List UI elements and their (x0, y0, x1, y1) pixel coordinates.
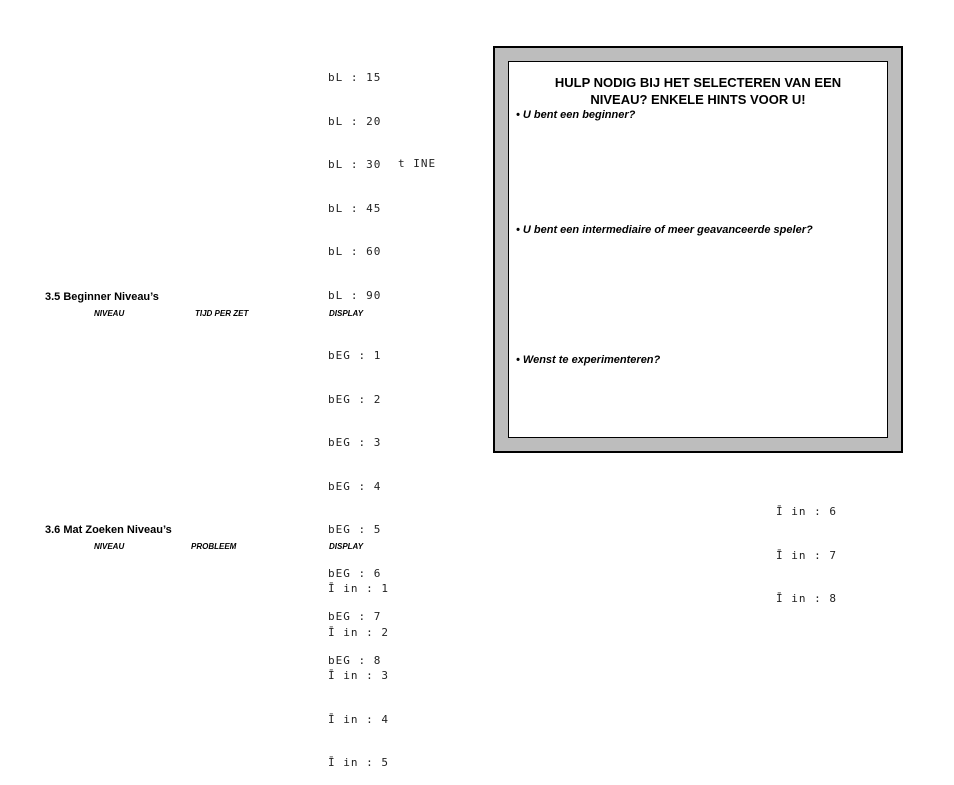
hint-box-title: HULP NODIG BIJ HET SELECTEREN VAN EEN NIVEAU? ENKELE HINTS VOOR U! (554, 75, 842, 107)
column-header-problem: PROBLEEM (191, 542, 237, 551)
column-header-level: NIVEAU (94, 542, 125, 551)
bl-level-display: bL : 45 (328, 201, 382, 215)
beginner-level-display: bEG : 4 (328, 479, 382, 493)
beginner-level-display: bEG : 3 (328, 436, 382, 449)
column-header-level: NIVEAU (94, 309, 125, 318)
hint-box (493, 46, 903, 453)
beginner-level-display: bEG : 6 (328, 566, 382, 580)
mate-level-display: Ī in : 2 (328, 625, 389, 639)
mate-level-display: Ī in : 6 (776, 505, 837, 518)
section-heading-mate: 3.6 Mat Zoeken Niveau’s (45, 524, 172, 536)
beginner-level-display: bEG : 7 (328, 610, 382, 623)
bl-level-display: bL : 20 (328, 114, 382, 128)
bl-level-display: bL : 30 (328, 158, 382, 171)
beginner-level-display: bEG : 5 (328, 523, 382, 536)
bl-level-display: bL : 15 (328, 71, 382, 84)
mate-level-display: Ī in : 7 (776, 548, 837, 562)
mate-level-display: Ī in : 4 (328, 712, 389, 726)
column-header-time: TIJD PER ZET (195, 309, 249, 318)
mate-display-list-continued (776, 476, 837, 621)
bl-level-list (328, 42, 381, 318)
time-display: t INE (398, 157, 437, 170)
beginner-level-display: bEG : 2 (328, 392, 382, 406)
section-heading-beginner: 3.5 Beginner Niveau’s (45, 291, 159, 303)
beginner-level-display: bEG : 8 (328, 653, 382, 667)
column-header-display: DISPLAY (329, 309, 364, 318)
hint-item-experiment: • Wenst te experimenteren? (516, 354, 661, 366)
mate-level-display: Ī in : 1 (328, 582, 389, 595)
hint-box-content (508, 61, 888, 438)
column-header-display: DISPLAY (329, 542, 364, 551)
mate-level-display: Ī in : 3 (328, 669, 389, 682)
mate-display-list (328, 553, 389, 785)
mate-level-display: Ī in : 5 (328, 756, 389, 769)
mate-level-display: Ī in : 8 (776, 592, 837, 605)
bl-level-display: bL : 60 (328, 245, 382, 258)
bl-level-display: bL : 90 (328, 288, 382, 302)
beginner-level-display: bEG : 1 (328, 349, 382, 362)
hint-item-intermediate: • U bent een intermediaire of meer geavanceerde speler? (516, 224, 813, 236)
hint-item-beginner: • U bent een beginner? (516, 109, 636, 121)
